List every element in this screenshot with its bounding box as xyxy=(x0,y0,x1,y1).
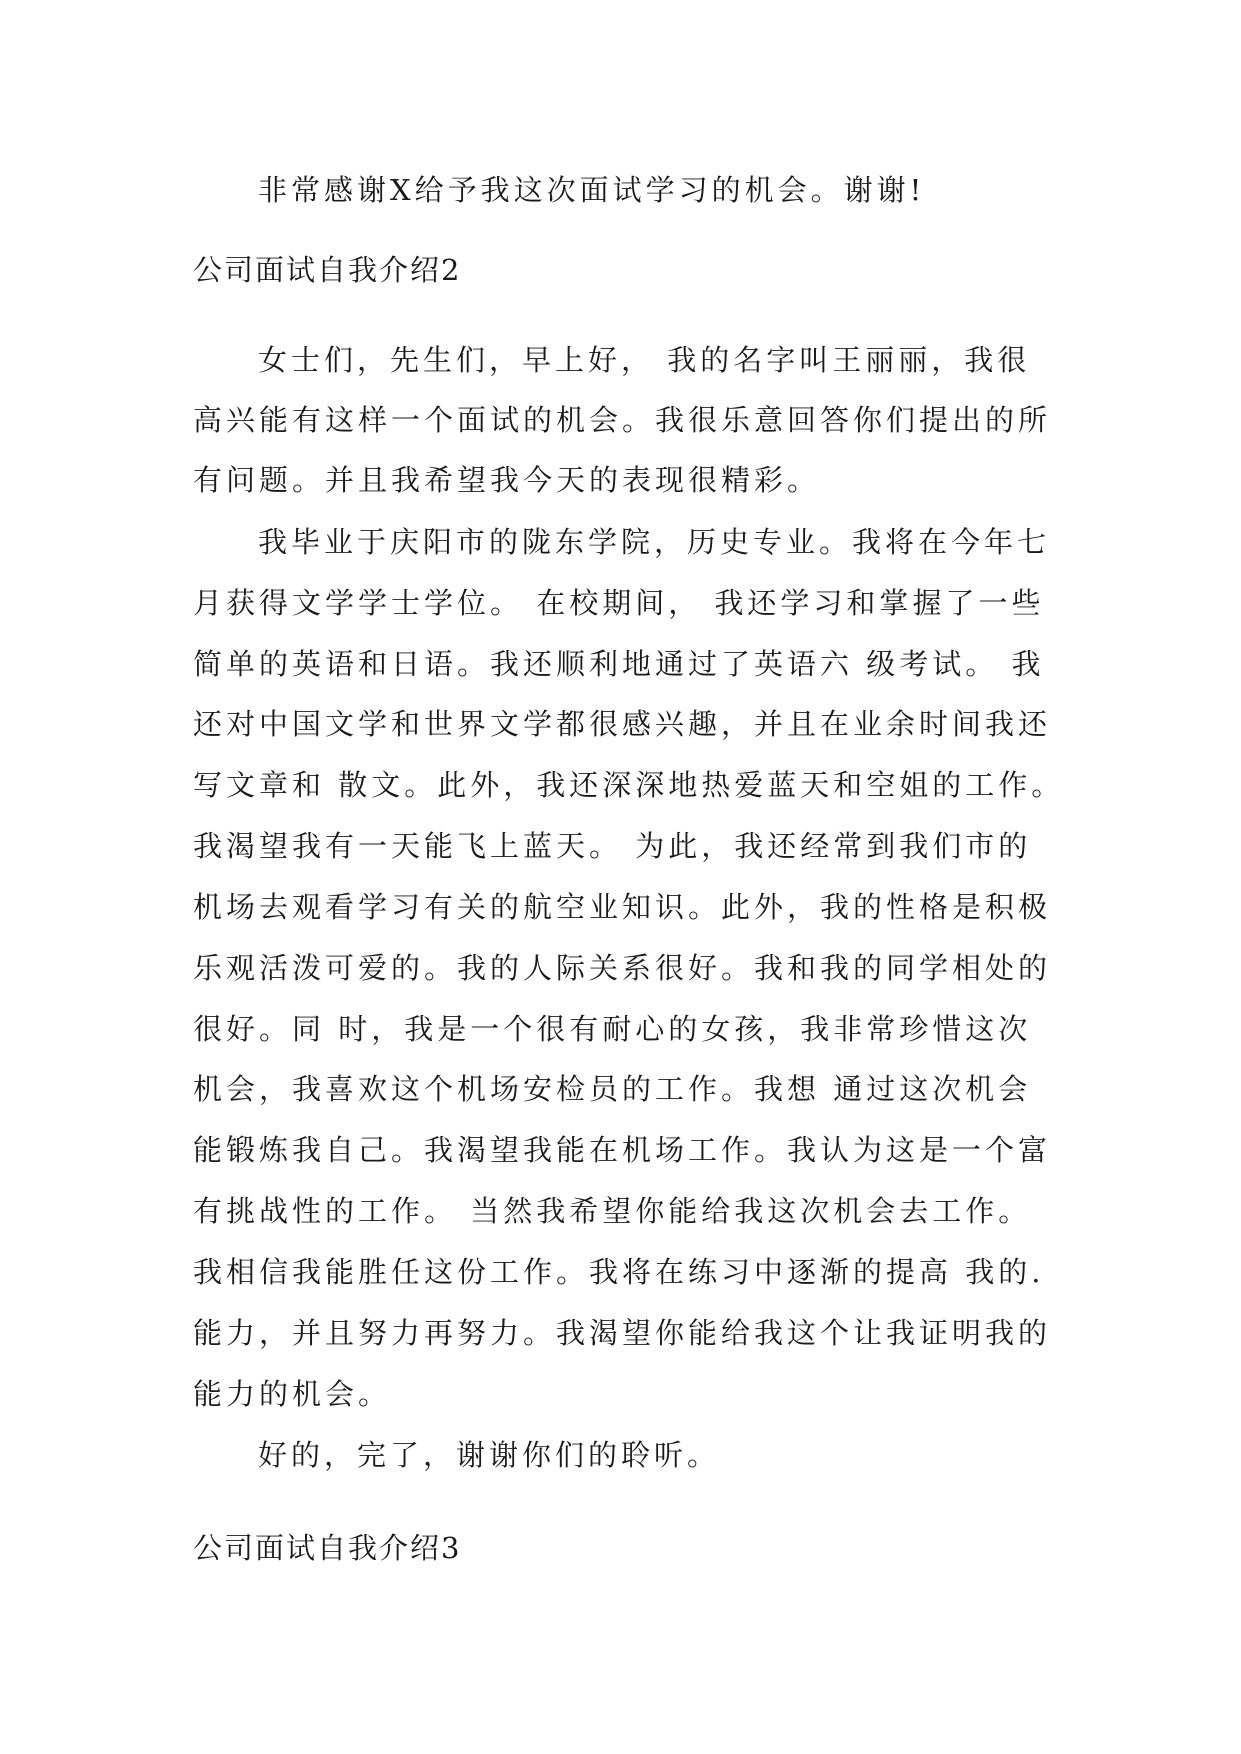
paragraph-line: 简单的英语和日语。我还顺利地通过了英语六 级考试。 我 xyxy=(193,647,1045,681)
paragraph-line: 机会，我喜欢这个机场安检员的工作。我想 通过这次机会 xyxy=(193,1072,1032,1106)
paragraph-line: 机场去观看学习有关的航空业知识。此外，我的性格是积极 xyxy=(193,890,1052,924)
paragraph-line: 写文章和 散文。此外，我还深深地热爱蓝天和空姐的工作。 xyxy=(193,768,1065,802)
paragraph-line: 月获得文学学士学位。 在校期间， 我还学习和掌握了一些 xyxy=(193,586,1045,620)
paragraph-line: 我毕业于庆阳市的陇东学院，历史专业。我将在今年七 xyxy=(258,525,1051,559)
paragraph-line: 还对中国文学和世界文学都很感兴趣，并且在业余时间我还 xyxy=(193,707,1052,741)
section-heading-3: 公司面试自我介绍3 xyxy=(193,1531,462,1565)
paragraph-line: 我相信我能胜任这份工作。我将在练习中逐渐的提高 我的. xyxy=(193,1255,1045,1289)
paragraph-line: 能力，并且努力再努力。我渴望你能给我这个让我证明我的 xyxy=(193,1316,1052,1350)
closing-line: 非常感谢X给予我这次面试学习的机会。谢谢! xyxy=(258,173,926,207)
paragraph-line: 乐观活泼可爱的。我的人际关系很好。我和我的同学相处的 xyxy=(193,951,1052,985)
paragraph-line: 好的，完了，谢谢你们的聆听。 xyxy=(258,1438,721,1472)
paragraph-line: 高兴能有这样一个面试的机会。我很乐意回答你们提出的所 xyxy=(193,403,1052,437)
paragraph-line: 有挑战性的工作。 当然我希望你能给我这次机会去工作。 xyxy=(193,1194,1032,1228)
paragraph-line: 能锻炼我自己。我渴望我能在机场工作。我认为这是一个富 xyxy=(193,1133,1052,1167)
paragraph-line: 有问题。并且我希望我今天的表现很精彩。 xyxy=(193,463,821,497)
section-heading-2: 公司面试自我介绍2 xyxy=(193,253,462,287)
paragraph-line: 我渴望我有一天能飞上蓝天。 为此，我还经常到我们市的 xyxy=(193,829,1032,863)
paragraph-line: 女士们，先生们，早上好， 我的名字叫王丽丽，我很 xyxy=(258,343,1031,377)
paragraph-line: 很好。同 时，我是一个很有耐心的女孩，我非常珍惜这次 xyxy=(193,1012,1032,1046)
paragraph-line: 能力的机会。 xyxy=(193,1377,392,1411)
